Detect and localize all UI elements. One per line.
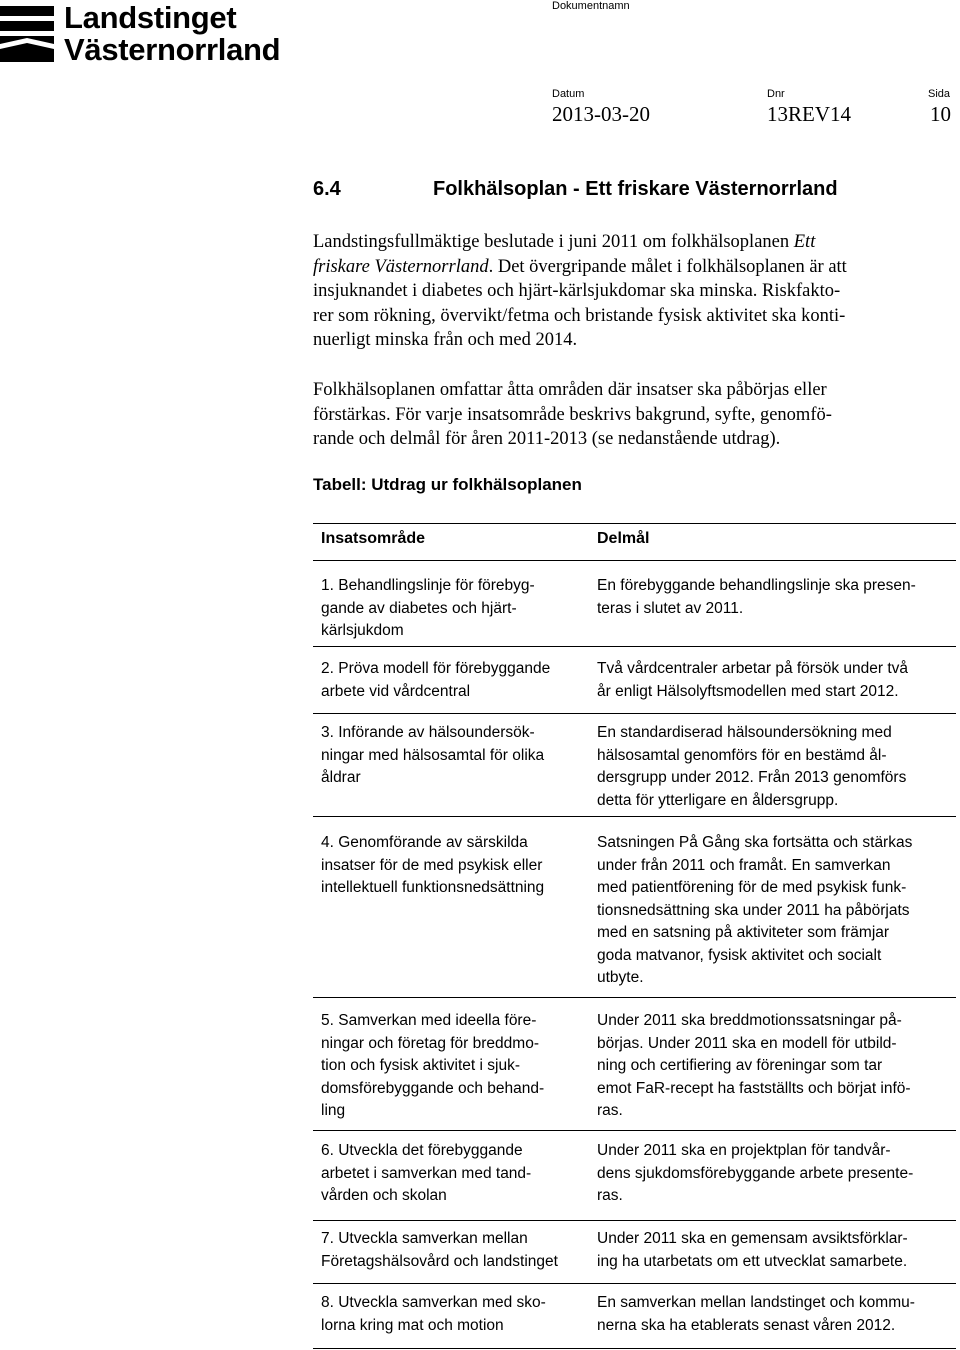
cell-line: 3. Införande av hälsoundersök-: [321, 724, 535, 741]
cell-line: Satsningen På Gång ska fortsätta och stärkas: [597, 834, 913, 851]
document-type-label: Dokumentnamn: [552, 0, 630, 12]
cell-line: ing ha utarbetats om ett utvecklat samarbete.: [597, 1252, 908, 1270]
table-cell-area: [321, 1228, 586, 1273]
table-cell-goal: [597, 722, 952, 812]
cell-line: Företagshälsovård och landstinget: [321, 1252, 558, 1270]
table-cell-area: [321, 832, 586, 900]
cell-line: En förebyggande behandlingslinje ska presen-: [597, 577, 916, 594]
cell-line: En samverkan mellan landstinget och kommu-: [597, 1294, 915, 1311]
intro-paragraph: [313, 230, 953, 353]
cell-line: kärlsjukdom: [321, 622, 404, 639]
table-rule: [313, 646, 956, 647]
cell-line: domsförebyggande och behand-: [321, 1079, 545, 1097]
table-cell-goal: [597, 1228, 952, 1273]
logo-mark-icon: [0, 4, 56, 66]
table-cell-area: [321, 658, 586, 703]
cell-line: ningar och företag för breddmo-: [321, 1034, 539, 1052]
table-cell-goal: [597, 575, 952, 620]
table-cell-goal: [597, 658, 952, 703]
table-cell-area: [321, 1010, 586, 1123]
table-cell-area: [321, 575, 586, 643]
cell-line: dens sjukdomsförebyggande arbete presente-: [597, 1164, 914, 1182]
section-heading: [313, 178, 838, 201]
dnr-label: Dnr: [767, 88, 785, 100]
cell-line: hälsosamtal genomförs för en bestämd ål-: [597, 746, 887, 764]
cell-line: gande av diabetes och hjärt-: [321, 599, 517, 617]
table-rule: [313, 1283, 956, 1284]
cell-line: nerna ska ha etablerats senast våren 2012.: [597, 1316, 896, 1334]
section-title: Folkhälsoplan - Ett friskare Västernorrland: [433, 178, 838, 200]
cell-line: lorna kring mat och motion: [321, 1316, 504, 1334]
cell-line: ling: [321, 1102, 346, 1119]
cell-line: dersgrupp under 2012. Från 2013 genomförs: [597, 769, 907, 786]
cell-line: arbetet i samverkan med tand-: [321, 1164, 532, 1182]
table-rule: [313, 816, 956, 817]
paragraph-line: insjuknandet i diabetes och hjärt-kärlsjukdomar ska minska. Riskfakto-: [313, 281, 841, 301]
cell-line: En standardiserad hälsoundersökning med: [597, 724, 892, 741]
table-cell-goal: [597, 1292, 952, 1337]
cell-line: utbyte.: [597, 969, 644, 986]
table-cell-area: [321, 1292, 586, 1337]
column-header-area: Insatsområde: [321, 530, 426, 547]
cell-line: med en satsning på aktiviteter som främjar: [597, 924, 890, 941]
cell-line: insatser för de med psykisk eller: [321, 856, 543, 874]
cell-line: vården och skolan: [321, 1187, 447, 1204]
paragraph-line: rande och delmål för åren 2011-2013 (se nedanstående utdrag).: [313, 429, 781, 449]
column-header-goal: Delmål: [597, 530, 650, 547]
cell-line: Under 2011 ska breddmotionssatsningar på-: [597, 1012, 902, 1029]
paragraph-line: friskare Västernorrland. Det övergripande målet i folkhälsoplanen är att: [313, 256, 847, 277]
cell-line: 7. Utveckla samverkan mellan: [321, 1230, 528, 1247]
paragraph-line: Folkhälsoplanen omfattar åtta områden där insatser ska påbörjas eller: [313, 380, 827, 400]
cell-line: tion och fysisk aktivitet i sjuk-: [321, 1057, 520, 1074]
cell-line: intellektuell funktionsnedsättning: [321, 879, 545, 896]
table-rule: [313, 560, 956, 561]
cell-line: emot FaR-recept ha fastställts och börjat infö-: [597, 1079, 911, 1097]
date-label: Datum: [552, 88, 585, 100]
cell-line: goda matvanor, fysisk aktivitet och socialt: [597, 946, 882, 964]
cell-line: ras.: [597, 1187, 623, 1204]
section-number: 6.4: [313, 178, 341, 200]
table-cell-goal: [597, 1010, 952, 1123]
table-caption: Tabell: Utdrag ur folkhälsoplanen: [313, 475, 582, 494]
logo-text-line2: Västernorrland: [64, 32, 281, 67]
cell-line: ning och certifiering av föreningar som tar: [597, 1057, 883, 1074]
date-value: 2013-03-20: [552, 102, 650, 126]
cell-line: under från 2011 och framåt. En samverkan: [597, 856, 891, 874]
table-rule: [313, 1220, 956, 1221]
cell-line: 1. Behandlingslinje för förebyg-: [321, 577, 535, 594]
cell-line: Två vårdcentraler arbetar på försök under två: [597, 660, 909, 677]
table-cell-goal: [597, 1140, 952, 1208]
cell-line: år enligt Hälsolyftsmodellen med start 2012.: [597, 682, 899, 700]
table-cell-goal: [597, 832, 952, 990]
cell-line: tionsnedsättning ska under 2011 ha påbörjats: [597, 901, 910, 919]
table-rule: [313, 523, 956, 524]
paragraph-line: förstärkas. För varje insatsområde beskrivs bakgrund, syfte, genomfö-: [313, 404, 832, 425]
table-rule: [313, 997, 956, 998]
cell-line: 5. Samverkan med ideella före-: [321, 1012, 537, 1029]
table-rule: [313, 713, 956, 714]
paragraph-line: rer som rökning, övervikt/fetma och bristande fysisk aktivitet ska konti-: [313, 305, 846, 326]
table-rule: [313, 1348, 956, 1349]
table-cell-area: [321, 722, 586, 790]
organization-logo: [0, 0, 300, 70]
cell-line: börjas. Under 2011 ska en modell för utbild-: [597, 1034, 897, 1052]
scope-paragraph: [313, 378, 953, 452]
cell-line: 6. Utveckla det förebyggande: [321, 1142, 523, 1159]
page-label: Sida: [928, 88, 951, 100]
cell-line: ningar med hälsosamtal för olika: [321, 746, 545, 764]
cell-line: Under 2011 ska en projektplan för tandvår-: [597, 1142, 891, 1159]
cell-line: 2. Pröva modell för förebyggande: [321, 660, 551, 677]
cell-line: med patientförening för de med psykisk funk-: [597, 879, 907, 896]
paragraph-line: Landstingsfullmäktige beslutade i juni 2011 om folkhälsoplanen Ett: [313, 232, 816, 252]
logo-text-line1: Landstinget: [64, 0, 237, 35]
cell-line: arbete vid vårdcentral: [321, 682, 471, 700]
page-number: 10: [930, 102, 951, 126]
dnr-value: 13REV14: [767, 102, 851, 126]
cell-line: teras i slutet av 2011.: [597, 599, 744, 617]
paragraph-line: nuerligt minska från och med 2014.: [313, 330, 578, 350]
cell-line: 8. Utveckla samverkan med sko-: [321, 1294, 546, 1311]
cell-line: detta för ytterligare en åldersgrupp.: [597, 791, 839, 809]
cell-line: åldrar: [321, 769, 361, 786]
cell-line: 4. Genomförande av särskilda: [321, 834, 528, 851]
table-rule: [313, 1130, 956, 1131]
cell-line: Under 2011 ska en gemensam avsiktsförklar-: [597, 1230, 908, 1247]
table-cell-area: [321, 1140, 586, 1208]
cell-line: ras.: [597, 1102, 623, 1119]
